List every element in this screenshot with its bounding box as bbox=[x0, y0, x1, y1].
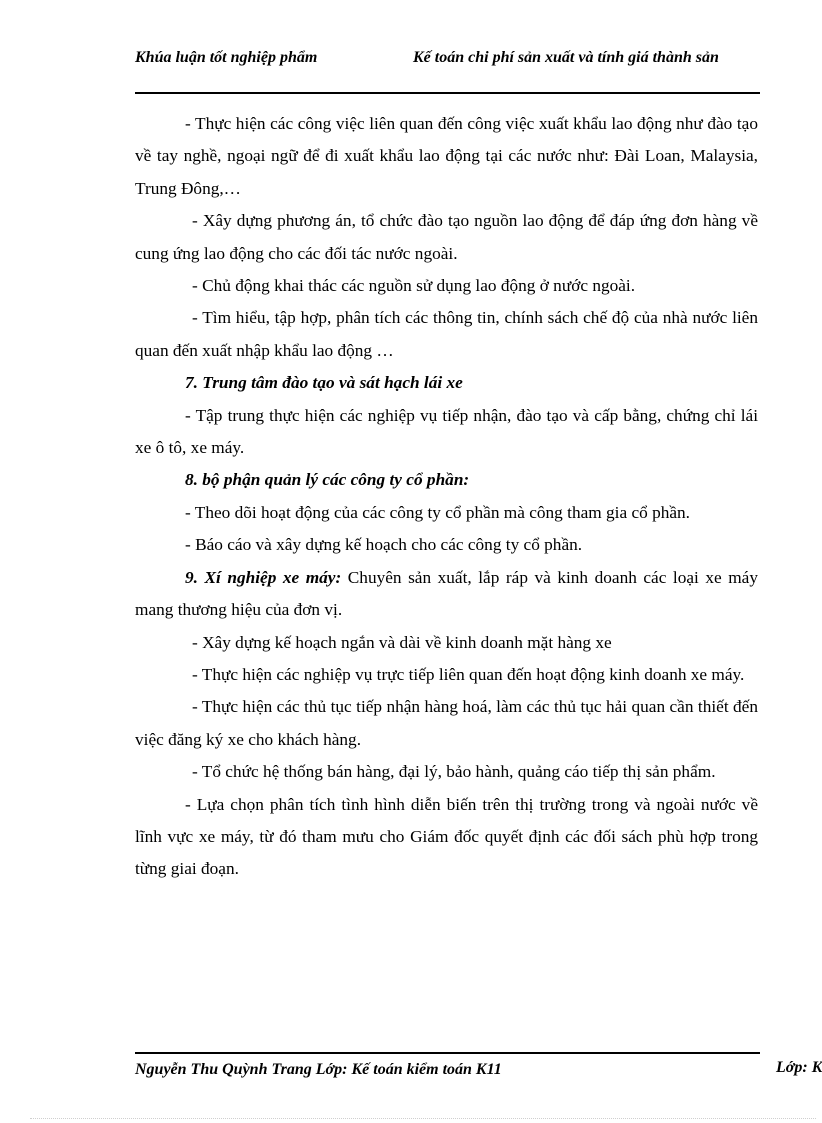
header-topic-title: Kế toán chi phí sản xuất và tính giá thành sản bbox=[413, 49, 719, 66]
paragraph-market-analysis: - Lựa chọn phân tích tình hình diễn biến trên thị trường trong và ngoài nước về lĩnh vực xe máy, từ đó tham mưu cho Giám đốc quyết định các đối sách phù hợp trong từng giai đoạn. bbox=[135, 794, 758, 879]
page-header bbox=[135, 48, 760, 94]
paragraph-export-labor-tasks: - Thực hiện các công việc liên quan đến công việc xuất khẩu lao động như đào tạo về tay nghề, ngoại ngữ để đi xuất khẩu lao động tại các nước như: Đài Loan, Malaysia, Trung Đông,… bbox=[135, 114, 758, 198]
page-footer bbox=[135, 1052, 760, 1078]
header-thesis-label: Khúa luận tốt nghiệp phẩm bbox=[135, 49, 318, 66]
paragraph-business-plan: - Xây dựng kế hoạch ngắn và dài về kinh doanh mặt hàng xe bbox=[192, 632, 612, 652]
paragraph-driving-training: - Tập trung thực hiện các nghiệp vụ tiếp nhận, đào tạo và cấp bằng, chứng chỉ lái xe ô tô, xe máy. bbox=[135, 405, 758, 458]
section-heading-8: 8. bộ phận quản lý các công ty cổ phần: bbox=[185, 470, 470, 490]
paragraph-motorbike-operations: - Thực hiện các nghiệp vụ trực tiếp liên quan đến hoạt động kinh doanh xe máy. bbox=[192, 664, 745, 684]
page-bottom-divider bbox=[30, 1118, 816, 1119]
paragraph-training-plan: - Xây dựng phương án, tổ chức đào tạo nguồn lao động để đáp ứng đơn hàng về cung ứng lao động cho các đối tác nước ngoài. bbox=[135, 211, 758, 263]
section-9-description: Chuyên sản xuất, lắp ráp và kinh doanh các loại xe máy mang thương hiệu của đơn vị. bbox=[135, 567, 758, 620]
document-body bbox=[135, 108, 758, 886]
paragraph-report-plan: - Báo cáo và xây dựng kế hoạch cho các công ty cổ phần. bbox=[185, 535, 583, 555]
paragraph-sales-system: - Tổ chức hệ thống bán hàng, đại lý, bảo hành, quảng cáo tiếp thị sản phẩm. bbox=[192, 762, 716, 782]
paragraph-customs-procedures: - Thực hiện các thủ tục tiếp nhận hàng hoá, làm các thủ tục hải quan cần thiết đến việc đăng ký xe cho khách hàng. bbox=[135, 697, 758, 749]
section-heading-7: 7. Trung tâm đào tạo và sát hạch lái xe bbox=[185, 373, 463, 393]
footer-author-class: Nguyễn Thu Quỳnh Trang Lớp: Kế toán kiểm toán K11 bbox=[135, 1061, 502, 1078]
paragraph-overseas-sources: - Chủ động khai thác các nguồn sử dụng lao động ở nước ngoài. bbox=[192, 276, 636, 296]
section-heading-9: 9. Xí nghiệp xe máy: bbox=[185, 567, 342, 587]
paragraph-monitor-companies: - Theo dõi hoạt động của các công ty cổ phần mà công tham gia cổ phần. bbox=[185, 502, 690, 522]
footer-class-label: Lớp: K bbox=[776, 1059, 822, 1076]
paragraph-section-9 bbox=[135, 562, 758, 627]
paragraph-policy-research: - Tìm hiểu, tập hợp, phân tích các thông tin, chính sách chế độ của nhà nước liên quan đến xuất nhập khẩu lao động … bbox=[135, 308, 758, 360]
